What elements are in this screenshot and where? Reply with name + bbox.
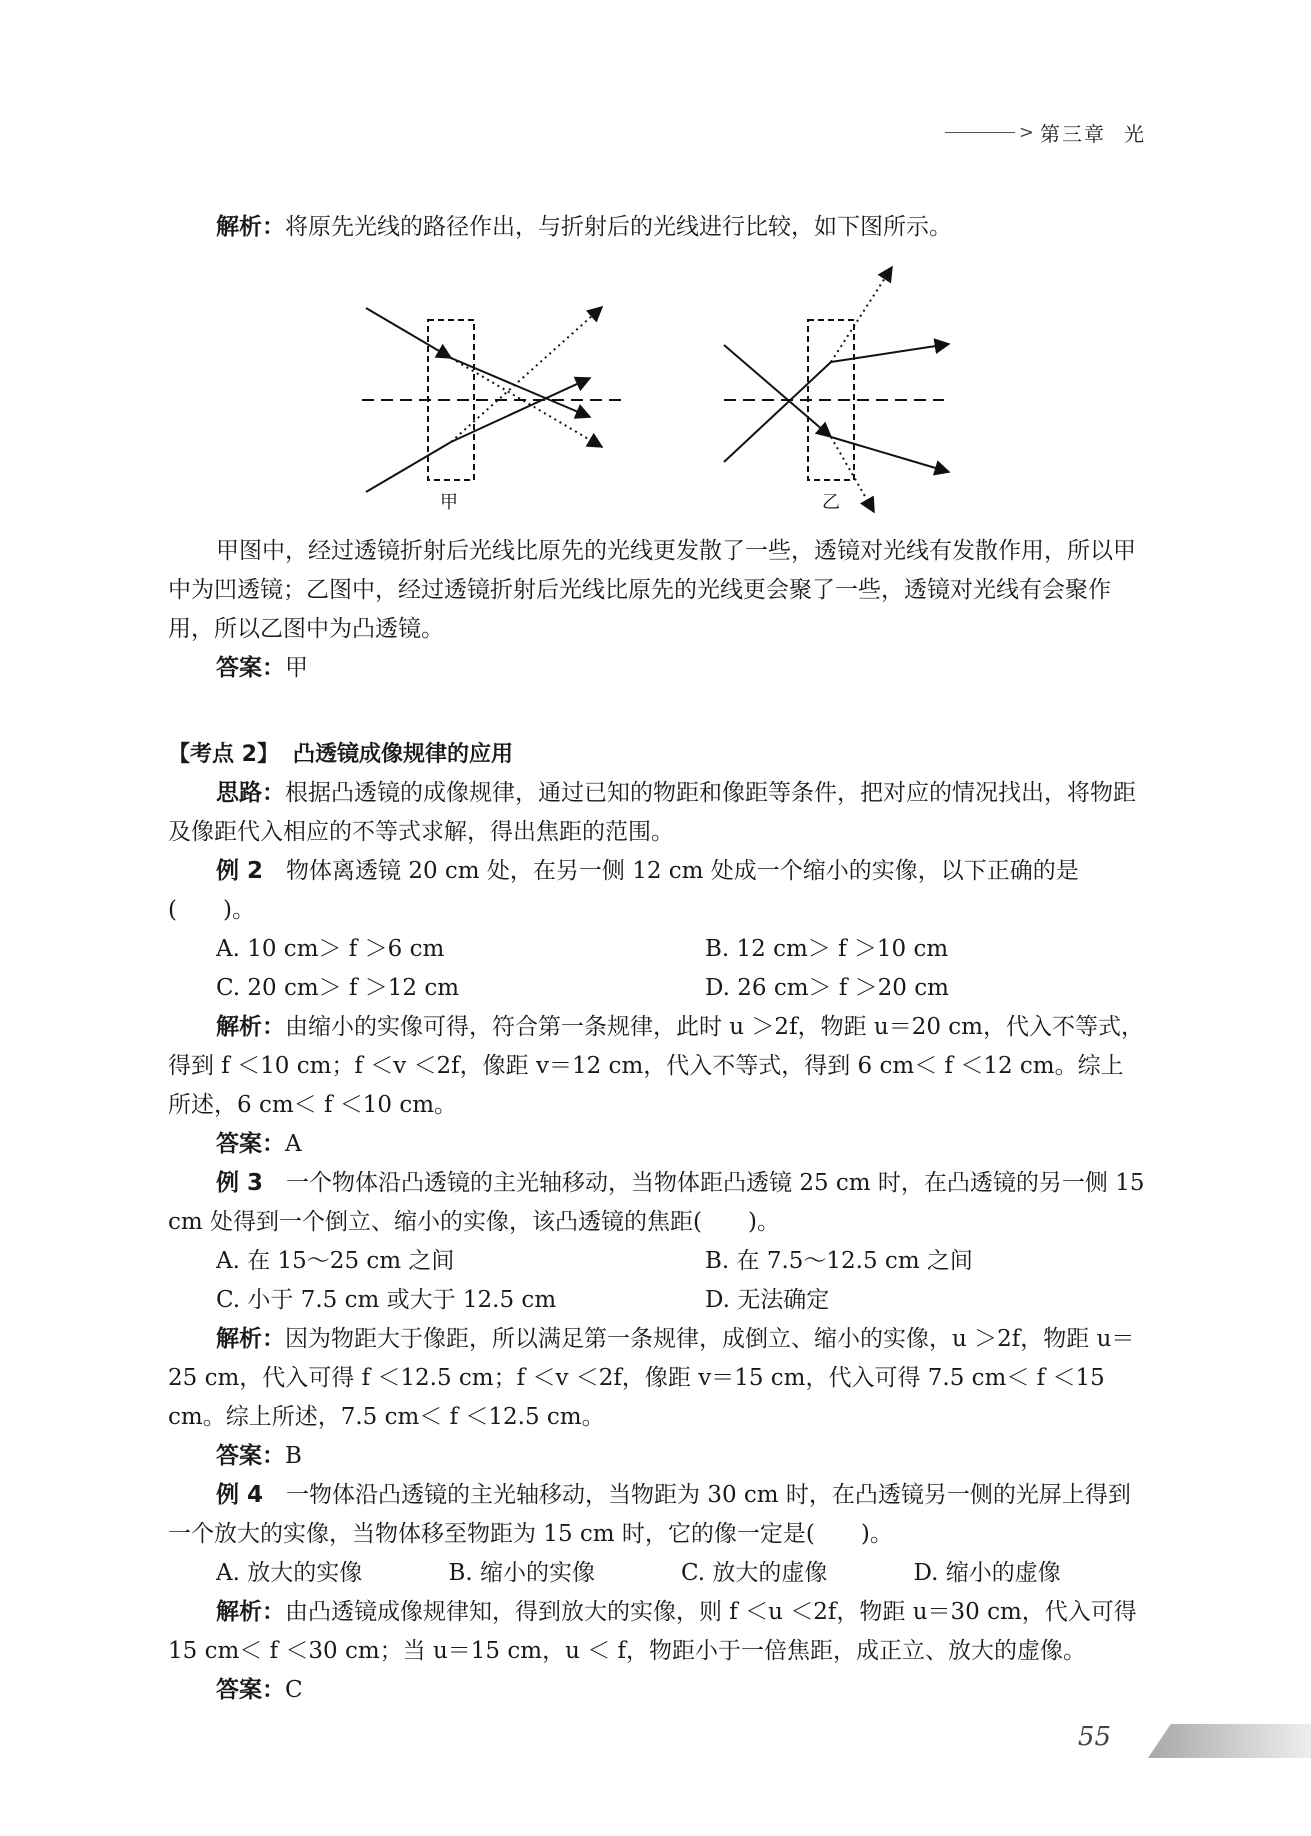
- analysis-label: 解析：: [216, 1326, 285, 1352]
- diagram-yi: [724, 267, 949, 513]
- option: C. 放大的虚像: [681, 1560, 828, 1586]
- kaodian-2-section: [168, 735, 1146, 1710]
- example-3-options-row2: [168, 1281, 1146, 1320]
- section-title: 光: [1124, 122, 1146, 146]
- option: C. 20 cm＞ f ＞12 cm: [216, 975, 460, 1001]
- example-3-options-row1: [168, 1242, 1146, 1281]
- answer-value: 甲: [285, 655, 308, 681]
- explain-block: [168, 532, 1146, 688]
- option: D. 无法确定: [705, 1287, 830, 1313]
- explain-text: 甲图中，经过透镜折射后光线比原先的光线更发散了一些，透镜对光线有发散作用，所以甲中为凹透镜；乙图中，经过透镜折射后光线比原先的光线更会聚了一些，透镜对光线有会聚作用，所以乙图中为凸透镜。: [168, 538, 1136, 642]
- example-4: 例 4 一物体沿凸透镜的主光轴移动，当物距为 30 cm 时，在凸透镜另一侧的光屏上得到一个放大的实像，当物体移至物距为 15 cm 时，它的像一定是( )。: [168, 1482, 1131, 1547]
- option: B. 缩小的实像: [448, 1560, 596, 1586]
- example-4-options: [168, 1554, 1146, 1593]
- analysis-text: 由凸透镜成像规律知，得到放大的实像，则 f ＜u ＜2f，物距 u＝30 cm，代入可得 15 cm＜ f ＜30 cm；当 u＝15 cm，u ＜ f，物距小于一倍焦距，成正立、放大的虚像。: [168, 1599, 1137, 1664]
- label-jia: 甲: [440, 492, 458, 513]
- page-number-bar: [1148, 1724, 1311, 1758]
- answer-label: 答案：: [216, 1443, 285, 1469]
- option: D. 缩小的虚像: [913, 1560, 1061, 1586]
- arrow-icon: >: [1018, 122, 1034, 143]
- answer-label: 答案：: [216, 1131, 285, 1157]
- analysis-label: 解析：: [216, 1014, 285, 1040]
- diagram-jia: [362, 307, 622, 513]
- silu-label: 思路：: [216, 780, 285, 806]
- example-3: 例 3 一个物体沿凸透镜的主光轴移动，当物体距凸透镜 25 cm 时，在凸透镜的另一侧 15 cm 处得到一个倒立、缩小的实像，该凸透镜的焦距( )。: [168, 1170, 1145, 1235]
- header-rule: [945, 132, 1015, 133]
- option: A. 在 15～25 cm 之间: [216, 1248, 455, 1274]
- answer-value: B: [285, 1443, 302, 1469]
- lens-diagram: [352, 262, 952, 522]
- analysis-text: 将原先光线的路径作出，与折射后的光线进行比较，如下图所示。: [285, 214, 952, 240]
- running-header: [945, 118, 1146, 147]
- option: A. 放大的实像: [216, 1560, 363, 1586]
- label-yi: 乙: [822, 492, 840, 513]
- answer-label: 答案：: [216, 655, 285, 681]
- answer-label: 答案：: [216, 1677, 285, 1703]
- answer-value: A: [285, 1131, 302, 1157]
- option: B. 在 7.5～12.5 cm 之间: [705, 1248, 973, 1274]
- option: B. 12 cm＞ f ＞10 cm: [705, 936, 949, 962]
- analysis-label: 解析：: [216, 1599, 285, 1625]
- example-2-options-row2: [168, 969, 1146, 1008]
- kaodian-heading: 【考点 2】 凸透镜成像规律的应用: [168, 742, 513, 767]
- analysis-text: 因为物距大于像距，所以满足第一条规律，成倒立、缩小的实像，u ＞2f，物距 u＝25 cm，代入可得 f ＜12.5 cm；f ＜v ＜2f，像距 v＝15 cm，代入可得 7.5 cm＜ f ＜15 cm。综上所述，7.5 cm＜ f ＜12.5 cm。: [168, 1326, 1135, 1430]
- option: D. 26 cm＞ f ＞20 cm: [705, 975, 949, 1001]
- silu-text: 根据凸透镜的成像规律，通过已知的物距和像距等条件，把对应的情况找出，将物距及像距代入相应的不等式求解，得出焦距的范围。: [168, 780, 1136, 845]
- answer-value: C: [285, 1677, 303, 1703]
- chapter-title: 第三章: [1040, 122, 1106, 146]
- option: A. 10 cm＞ f ＞6 cm: [216, 936, 445, 962]
- example-2-options-row1: [168, 930, 1146, 969]
- analysis-1: [168, 208, 1146, 247]
- analysis-label: 解析：: [216, 214, 285, 240]
- example-2: 例 2 物体离透镜 20 cm 处，在另一侧 12 cm 处成一个缩小的实像，以下正确的是( )。: [168, 858, 1079, 923]
- analysis-text: 由缩小的实像可得，符合第一条规律，此时 u ＞2f，物距 u＝20 cm，代入不等式，得到 f ＜10 cm；f ＜v ＜2f，像距 v＝12 cm，代入不等式，得到 6 cm＜ f ＜12 cm。综上所述，6 cm＜ f ＜10 cm。: [168, 1014, 1144, 1118]
- option: C. 小于 7.5 cm 或大于 12.5 cm: [216, 1287, 557, 1313]
- page-number: 55: [1077, 1722, 1111, 1752]
